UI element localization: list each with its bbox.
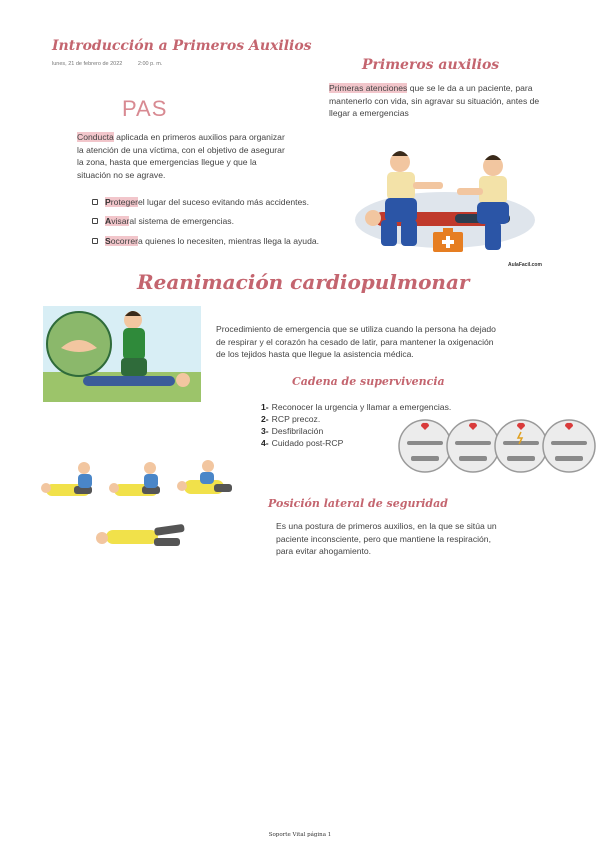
pls-description: Es una postura de primeros auxilios, en la que se sitúa un paciente inconsciente, pero que mantiene la respiración, para evitar ahogamiento.	[276, 521, 497, 556]
page-meta	[52, 61, 176, 67]
list-item: P roteger el lugar del suceso evitando más accidentes.	[92, 192, 319, 212]
page-time: 2:00 p. m.	[137, 61, 163, 67]
pas-list	[92, 192, 319, 251]
pls-heading: Posición lateral de seguridad	[268, 497, 448, 510]
list-item: S ocorrer a quienes lo necesiten, mientras llega la ayuda.	[92, 231, 319, 251]
rcp-heading: Reanimación cardiopulmonar	[137, 270, 470, 294]
checkbox-icon	[92, 238, 98, 244]
list-item: 4- Cuidado post-RCP	[261, 438, 344, 448]
primeros-auxilios-heading: Primeros auxilios	[362, 57, 500, 73]
primeros-auxilios-description: Primeras atenciones que se le da a un paciente, para mantenerlo con vida, sin agravar su situación, antes de llegar a emergencias	[329, 83, 540, 118]
list-item: 2- RCP precoz.	[261, 414, 321, 424]
image-credit: AulaFacil.com	[508, 262, 542, 268]
pas-description: Conducta aplicada en primeros auxilios para organizar la atención de una víctima, con el objetivo de asegurar la zona, hasta que emergencias llegue y que la situación no se agrave.	[77, 132, 285, 180]
checkbox-icon	[92, 218, 98, 224]
paramedics-illustration	[345, 132, 545, 268]
checkbox-icon	[92, 199, 98, 205]
list-item: 3- Desfibrilación	[261, 426, 324, 436]
list-item: 1- Reconocer la urgencia y llamar a emergencias.	[261, 402, 452, 412]
recovery-position-illustration	[38, 458, 243, 558]
cpr-illustration	[43, 306, 201, 402]
page-date: lunes, 21 de febrero de 2022	[52, 61, 123, 67]
survival-chain-illustration	[397, 412, 597, 480]
cadena-heading: Cadena de supervivencia	[292, 375, 445, 388]
page-title: Introducción a Primeros Auxilios	[52, 38, 312, 54]
conducta-highlight: Conducta	[77, 132, 114, 142]
page-footer: Soporte Vital página 1	[268, 832, 332, 838]
pas-heading: PAS	[122, 96, 168, 121]
list-item: A visar al sistema de emergencias.	[92, 212, 319, 232]
rcp-description: Procedimiento de emergencia que se utiliza cuando la persona ha dejado de respirar y el corazón ha cesado de latir, para mantener la oxigenación de los tejidos hasta que llegue la asistencia médica.	[216, 324, 496, 359]
